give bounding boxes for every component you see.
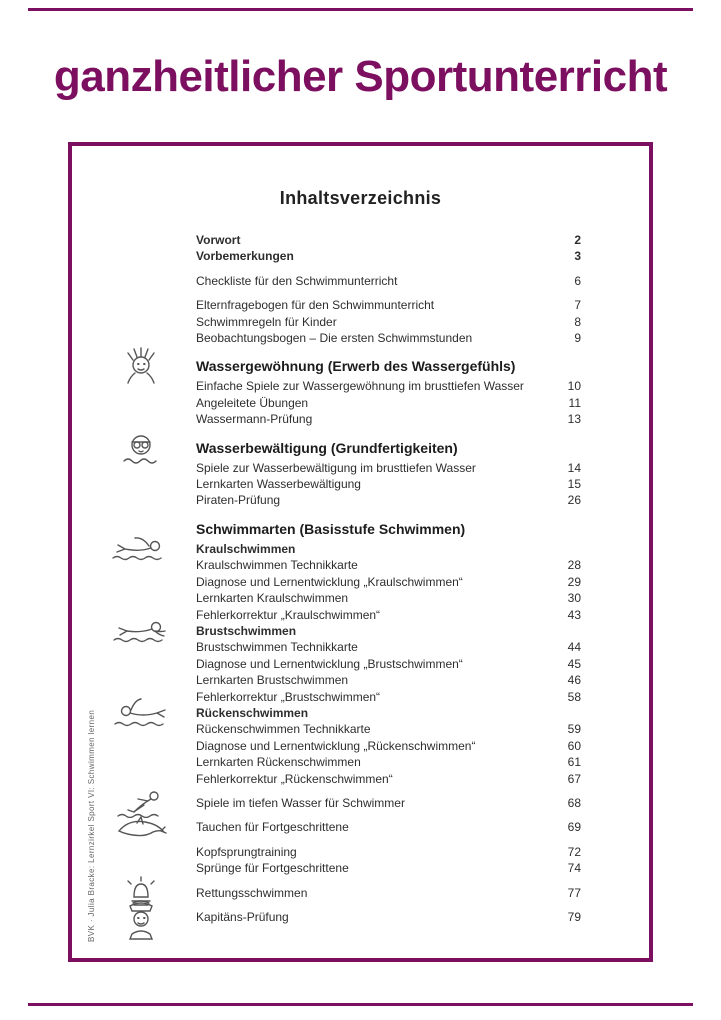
toc-entry-label: Lernkarten Brustschwimmen <box>196 673 349 688</box>
toc-entry-label: Rettungsschwimmen <box>196 885 308 900</box>
toc-subheading <box>196 705 581 721</box>
toc-entry-label: Tauchen für Fortgeschrittene <box>196 820 349 835</box>
toc-entry-label: Rückenschwimmen <box>196 705 309 720</box>
top-rule <box>28 8 693 11</box>
toc-entry <box>196 909 581 925</box>
toc-entry-label: Vorbemerkungen <box>196 249 294 264</box>
toc-entry <box>196 656 581 672</box>
toc-entry <box>196 819 581 835</box>
toc-entry <box>196 607 581 623</box>
toc-entry-label: Lernkarten Wasserbewältigung <box>196 477 361 492</box>
toc-entry-label: Schwimmregeln für Kinder <box>196 314 337 329</box>
toc-entry-page: 9 <box>574 331 581 346</box>
toc-entry-label: Angeleitete Übungen <box>196 395 309 410</box>
toc-entry-page: 6 <box>574 273 581 288</box>
crawl-swimmer-illustration <box>108 534 174 564</box>
toc-subheading <box>196 623 581 639</box>
toc-entry-page: 61 <box>567 755 581 770</box>
toc-entry-page: 7 <box>574 298 581 313</box>
toc-entry <box>196 721 581 737</box>
toc-entry-page: 67 <box>567 771 581 786</box>
toc-entry-label: Fehlerkorrektur „Kraulschwimmen“ <box>196 607 381 622</box>
toc-entry-label: Checkliste für den Schwimmunterricht <box>196 273 398 288</box>
toc-heading <box>196 520 581 538</box>
toc-entry <box>196 297 581 313</box>
toc-entry-label: Schwimmarten (Basisstufe Schwimmen) <box>196 520 466 537</box>
toc-entry-label: Fehlerkorrektur „Rückenschwimmen“ <box>196 771 393 786</box>
toc-entry-page: 68 <box>567 795 581 810</box>
breaststroke-swimmer-illustration <box>108 618 174 644</box>
goggles-person-illustration <box>108 429 174 467</box>
toc-entry-label: Brustschwimmen Technikkarte <box>196 640 358 655</box>
toc-entry-page: 43 <box>567 607 581 622</box>
toc-entry-label: Kraulschwimmen Technikkarte <box>196 558 358 573</box>
toc-entry-page: 77 <box>567 885 581 900</box>
toc-entry-label: Fehlerkorrektur „Brustschwimmen“ <box>196 689 381 704</box>
toc-entry <box>196 795 581 811</box>
toc-entry <box>196 476 581 492</box>
toc-subheading <box>196 541 581 557</box>
toc-entry-page: 3 <box>574 249 581 264</box>
toc-entry <box>196 639 581 655</box>
toc-entry <box>196 738 581 754</box>
bottom-rule <box>28 1003 693 1006</box>
toc-entry-page: 45 <box>567 656 581 671</box>
toc-entry <box>196 574 581 590</box>
toc-entry-page: 46 <box>567 673 581 688</box>
toc-entry <box>196 557 581 573</box>
toc-entry-label: Elternfragebogen für den Schwimmunterricht <box>196 298 435 313</box>
toc-entry-label: Kraulschwimmen <box>196 541 296 556</box>
toc-entry <box>196 411 581 427</box>
toc-entry-label: Kopfsprungtraining <box>196 844 297 859</box>
toc-heading: Inhaltsverzeichnis <box>279 188 442 208</box>
toc-entry-label: Sprünge für Fortgeschrittene <box>196 861 349 876</box>
toc-entry-label: Wassermann-Prüfung <box>196 412 313 427</box>
toc-entry-label: Brustschwimmen <box>196 623 297 638</box>
toc-entry <box>196 378 581 394</box>
toc-entry <box>196 492 581 508</box>
publisher-credit: BVK · Julia Bracke: Lernzirkel Sport VI: Schwimmen lernen <box>87 709 96 942</box>
toc-entry <box>196 689 581 705</box>
toc-entry-label: Piraten-Prüfung <box>196 493 281 508</box>
toc-entry-label: Diagnose und Lernentwicklung „Brustschwimmen“ <box>196 656 463 671</box>
toc-entry <box>196 395 581 411</box>
toc-entry-page: 79 <box>567 910 581 924</box>
toc-entry <box>196 590 581 606</box>
toc-entry <box>196 330 581 346</box>
toc-entry <box>196 754 581 770</box>
toc-entry-page: 74 <box>567 861 581 876</box>
toc-entry-page: 15 <box>567 477 581 492</box>
toc-entry-label: Beobachtungsbogen – Die ersten Schwimmstunden <box>196 331 473 346</box>
toc-entry-page: 14 <box>567 460 581 475</box>
toc-entry-label: Lernkarten Rückenschwimmen <box>196 755 361 770</box>
toc-entry-page: 69 <box>567 820 581 835</box>
toc-heading <box>196 439 581 457</box>
toc-entry <box>196 273 581 289</box>
toc-entry-page: 26 <box>567 493 581 508</box>
toc-entry <box>196 672 581 688</box>
wild-hair-person-illustration <box>108 345 174 387</box>
toc-entry-page: 28 <box>567 558 581 573</box>
captain-illustration <box>108 894 174 940</box>
toc-entry-label: Kapitäns-Prüfung <box>196 910 289 924</box>
toc-entry <box>196 232 581 248</box>
toc-entry-page: 8 <box>574 314 581 329</box>
toc-entry-label: Spiele im tiefen Wasser für Schwimmer <box>196 795 405 810</box>
dolphin-illustration <box>108 815 174 841</box>
toc-entry <box>196 844 581 860</box>
toc-entry-page: 58 <box>567 689 581 704</box>
toc-entry-label: Vorwort <box>196 233 241 247</box>
toc-entry-page: 29 <box>567 574 581 589</box>
toc-entry-label: Wassergewöhnung (Erwerb des Wassergefühls) <box>196 358 516 375</box>
toc-entry-label: Diagnose und Lernentwicklung „Kraulschwimmen“ <box>196 574 463 589</box>
toc-entry-label: Diagnose und Lernentwicklung „Rückenschwimmen“ <box>196 738 476 753</box>
toc-entry-page: 13 <box>567 412 581 427</box>
toc-entry-label: Lernkarten Kraulschwimmen <box>196 591 349 606</box>
toc-entry <box>196 248 581 264</box>
toc-entry-label: Rückenschwimmen Technikkarte <box>196 722 371 737</box>
toc-entry-page: 30 <box>567 591 581 606</box>
toc-entry <box>196 314 581 330</box>
toc-entry-page: 59 <box>567 722 581 737</box>
toc-entry-page: 2 <box>574 233 581 247</box>
toc-entries <box>196 232 581 925</box>
toc-entry-page: 60 <box>567 738 581 753</box>
toc-heading <box>196 357 581 375</box>
toc-entry-page: 11 <box>568 395 581 410</box>
toc-entry-page: 72 <box>567 844 581 859</box>
toc-entry-label: Einfache Spiele zur Wassergewöhnung im brusttiefen Wasser <box>196 379 524 394</box>
backstroke-swimmer-illustration <box>108 697 174 729</box>
page-title: ganzheitlicher Sportunterricht <box>53 52 668 101</box>
toc-entry <box>196 460 581 476</box>
toc-entry-page: 44 <box>567 640 581 655</box>
toc-entry <box>196 885 581 901</box>
toc-entry <box>196 771 581 787</box>
toc-entry-label: Spiele zur Wasserbewältigung im brusttiefen Wasser <box>196 460 476 475</box>
toc-box <box>68 142 653 962</box>
toc-entry-label: Wasserbewältigung (Grundfertigkeiten) <box>196 439 458 456</box>
toc-entry-page: 10 <box>567 379 581 394</box>
toc-entry <box>196 860 581 876</box>
